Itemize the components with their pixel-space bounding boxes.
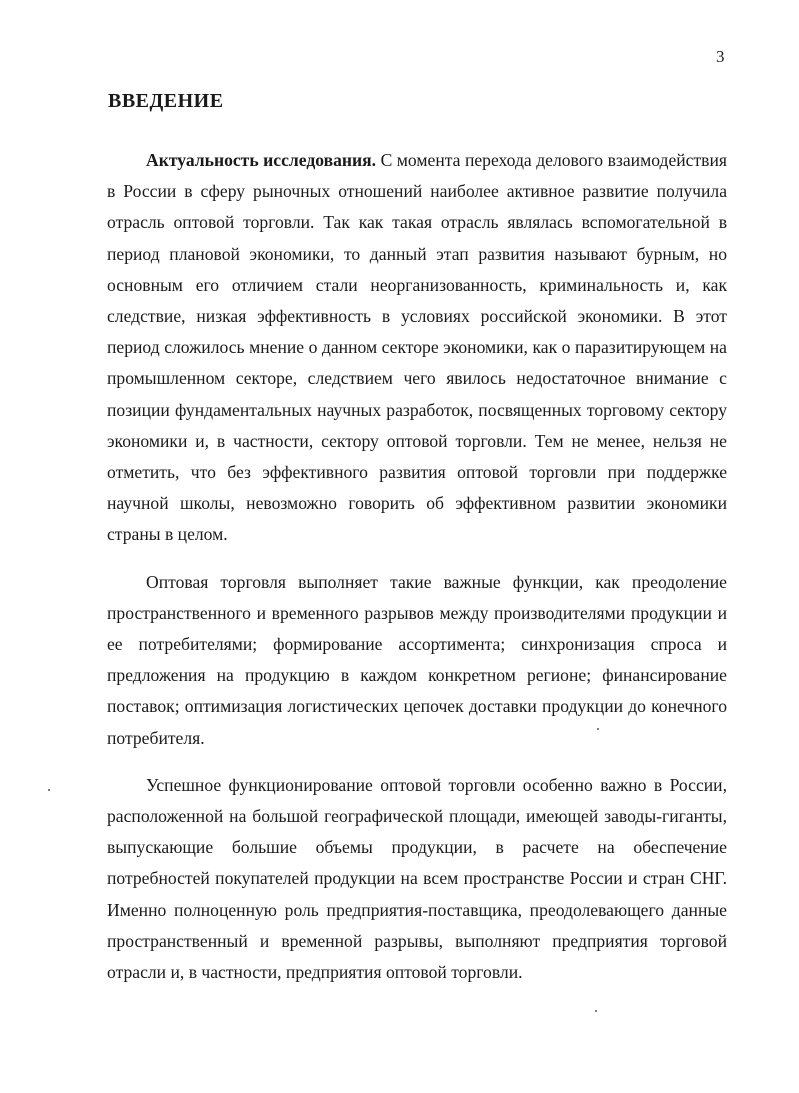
section-heading: ВВЕДЕНИЕ bbox=[108, 90, 224, 112]
paragraph-importance: Успешное функционирование оптовой торговли особенно важно в России, расположенной на большой географической площади, имеющей заводы-гиганты, выпускающие большие объемы продукции, в расчете на обеспечение потребностей покупателей продукции на всем пространстве России и стран СНГ. Именно полноценную роль предприятия-поставщика, преодолевающего данные пространственный и временной разрывы, выполняют предприятия торговой отрасли и, в частности, предприятия оптовой торговли. bbox=[107, 774, 727, 983]
paragraph-functions: Оптовая торговля выполняет такие важные функции, как преодоление пространственного и временного разрывов между производителями продукции и ее потребителями; формирование ассортимента; синхронизация спроса и предложения на продукцию в каждом конкретном регионе; финансирование поставок; оптимизация логистических цепочек доставки продукции до конечного потребителя. bbox=[107, 571, 727, 748]
paragraph-text: С момента перехода делового взаимодействия в России в сферу рыночных отношений наиболее активное развитие получила отрасль оптовой торговли. Так как такая отрасль являлась вспомогательной в период плановой экономики, то данный этап развития называют бурным, но основным его отличием стали неорганизованность, криминальность и, как следствие, низкая эффективность в условиях российской экономики. В этот период сложилось мнение о данном секторе экономики, как о паразитирующем на промышленном секторе, следствием чего явилось недостаточное внимание с позиции фундаментальных научных разработок, посвященных торговому сектору экономики и, в частности, сектору оптовой торговли. Тем не менее, нельзя не отметить, что без эффективного развития оптовой торговли при поддержке научной школы, невозможно говорить об эффективном развитии экономики страны в целом. bbox=[107, 150, 727, 545]
scan-speck bbox=[595, 1010, 597, 1012]
page-number: 3 bbox=[716, 47, 725, 66]
paragraph-relevance bbox=[107, 145, 727, 551]
paragraph-lead: Актуальность исследования. bbox=[146, 150, 377, 170]
body-text bbox=[107, 145, 727, 1004]
scan-speck bbox=[48, 789, 50, 791]
scan-speck bbox=[597, 728, 599, 730]
